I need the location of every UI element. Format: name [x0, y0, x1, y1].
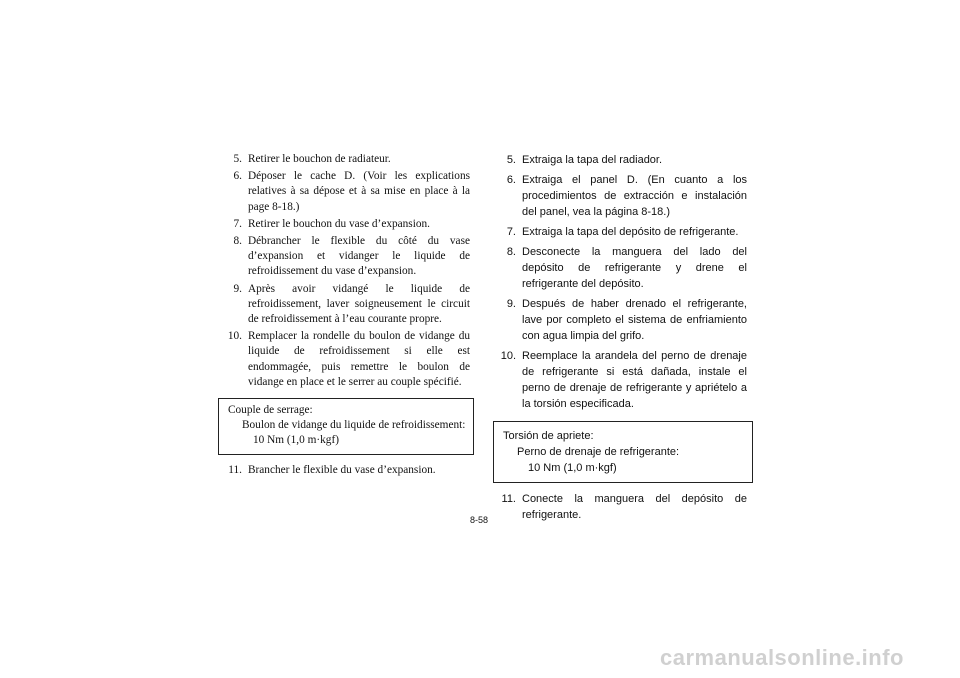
es-step-10	[495, 348, 747, 413]
fr-step-6	[222, 169, 470, 215]
fr-step-8	[222, 234, 470, 280]
step-number: 5.	[506, 154, 516, 166]
step-number: 6.	[233, 170, 242, 183]
step-number: 8.	[506, 245, 516, 258]
fr-step-11	[222, 463, 470, 478]
es-step-11	[495, 491, 747, 523]
page-number: 8-58	[470, 515, 489, 525]
step-number: 7.	[233, 217, 242, 230]
step-number: 11.	[501, 493, 516, 506]
spanish-column	[495, 152, 747, 527]
step-text: Después de haber drenado el refrigerante, lave por completo el sistema de enfriamiento con agua limpia del grifo.	[522, 297, 747, 343]
step-text: Conecte la manguera del depósito de refrigerante.	[522, 493, 747, 522]
torque-item: Perno de drenaje de refrigerante:	[517, 445, 680, 458]
step-number: 10.	[227, 330, 242, 343]
step-number: 10.	[500, 349, 516, 362]
step-text: Déposer le cache D. (Voir les explications relatives à sa dépose et à sa mise en place à la page 8-18.)	[248, 170, 470, 213]
step-number: 7.	[506, 225, 516, 238]
step-text: Retirer le bouchon de radiateur.	[248, 153, 391, 165]
fr-torque-box	[218, 398, 474, 455]
step-number: 6.	[506, 173, 516, 186]
step-text: Reemplace la arandela del perno de drenaje de refrigerante si está dañada, instale el perno de drenaje de refrigerante y apriételo a la torsión especificada.	[522, 349, 747, 411]
step-number: 5.	[233, 153, 242, 165]
es-step-7	[495, 224, 747, 240]
fr-step-7	[222, 217, 470, 232]
es-step-9	[495, 296, 747, 345]
torque-value: 10 Nm (1,0 m·kgf)	[528, 461, 617, 474]
step-text: Retirer le bouchon du vase d’expansion.	[248, 217, 430, 230]
step-number: 8.	[233, 235, 242, 248]
torque-item: Boulon de vidange du liquide de refroidissement:	[242, 419, 466, 432]
step-text: Extraiga la tapa del radiador.	[522, 154, 663, 166]
torque-value: 10 Nm (1,0 m·kgf)	[253, 434, 339, 447]
fr-step-10	[222, 329, 470, 390]
es-step-5	[495, 152, 747, 168]
torque-heading: Torsión de apriete:	[503, 429, 594, 442]
torque-heading: Couple de serrage:	[228, 404, 313, 417]
fr-step-9	[222, 282, 470, 328]
fr-step-5	[222, 152, 470, 167]
step-text: Desconecte la manguera del lado del depósito de refrigerante y drene el refrigerante del depósito.	[522, 245, 747, 290]
step-text: Extraiga el panel D. (En cuanto a los procedimientos de extracción e instalación del panel, vea la página 8-18.)	[522, 173, 747, 219]
es-step-8	[495, 244, 747, 293]
step-text: Remplacer la rondelle du boulon de vidange du liquide de refroidissement si elle est endommagée, puis remettre le boulon de vidange en place et le serrer au couple spécifié.	[248, 330, 470, 388]
watermark: carmanualsonline.info	[660, 645, 904, 670]
es-step-6	[495, 172, 747, 221]
step-number: 9.	[506, 297, 516, 310]
step-number: 9.	[233, 282, 242, 295]
step-text: Débrancher le flexible du côté du vase d’expansion et vidanger le liquide de refroidissement du vase d’expansion.	[248, 235, 470, 278]
step-number: 11.	[228, 463, 242, 476]
step-text: Après avoir vidangé le liquide de refroidissement, laver soigneusement le circuit de refroidissement à l’eau courante propre.	[248, 282, 470, 326]
french-column	[222, 152, 470, 480]
es-torque-box	[493, 421, 753, 484]
step-text: Extraiga la tapa del depósito de refrigerante.	[522, 225, 739, 238]
step-text: Brancher le flexible du vase d’expansion.	[248, 463, 436, 476]
